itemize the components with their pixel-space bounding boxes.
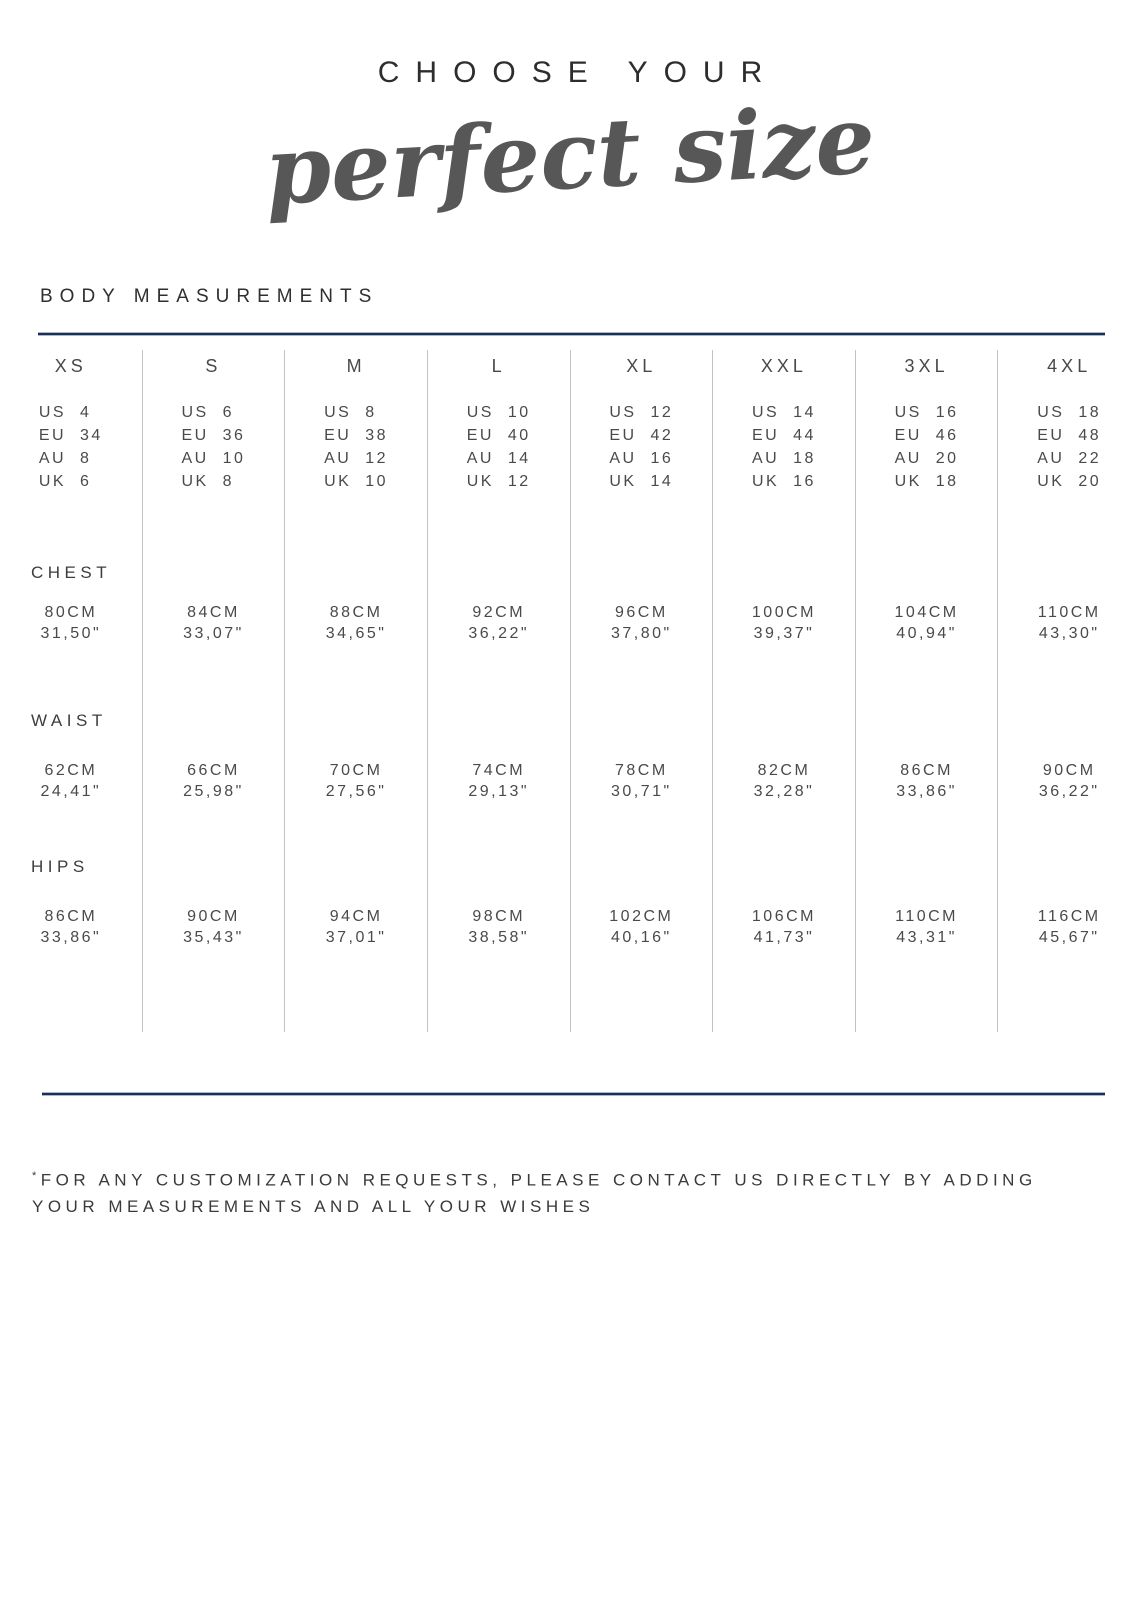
conversion-us: US 18 [1037,404,1102,421]
waist-value-inches: 29,13" [468,783,530,800]
chest-value-cm: 88CM [329,604,383,621]
chest-value-inches: 43,30" [1038,625,1100,642]
conversion-us: US 14 [751,404,816,421]
conversion-au: AU 16 [609,450,674,467]
waist-value-cm: 78CM [614,762,668,779]
section-title: BODY MEASUREMENTS [40,286,379,307]
conversion-uk: UK 12 [466,473,531,490]
size-conversions [998,401,1140,493]
chest-value-inches: 36,22" [468,625,530,642]
eyebrow-title: CHOOSE YOUR [377,56,779,89]
hips-value-cm: 102CM [609,908,674,925]
hips-value-inches: 38,58" [468,929,530,946]
chest-value [285,602,427,644]
waist-value [998,760,1140,802]
size-conversions-list [1037,401,1101,493]
chest-value-inches: 33,07" [183,625,244,642]
chest-value-inches: 37,80" [610,625,672,642]
chest-value [998,602,1140,644]
chest-value [428,602,570,644]
conversion-au: AU 20 [894,450,959,467]
hips-value [571,906,713,948]
chest-value-inches: 31,50" [40,625,102,642]
conversion-au: AU 22 [1037,450,1102,467]
hips-value-inches: 40,16" [610,929,672,946]
size-name: XXL [760,356,807,376]
hips-value [143,906,285,948]
conversion-eu: EU 40 [466,427,531,444]
chest-value-cm: 100CM [751,604,816,621]
size-column [143,350,286,1032]
size-name: XS [54,356,87,376]
waist-value-cm: 82CM [757,762,811,779]
conversion-eu: EU 34 [38,427,103,444]
hips-value [0,906,142,948]
size-conversions [0,401,142,493]
size-column [428,350,571,1032]
footnote-text: FOR ANY CUSTOMIZATION REQUESTS, PLEASE CONTACT US DIRECTLY BY ADDING YOUR MEASUREMENTS AND ALL YOUR WISHES [32,1170,1037,1216]
chest-value-inches: 39,37" [753,625,815,642]
conversion-uk: UK 6 [38,473,92,490]
waist-value-cm: 90CM [1042,762,1096,779]
hips-value [713,906,855,948]
waist-value-inches: 32,28" [753,783,815,800]
conversion-au: AU 14 [466,450,531,467]
conversion-us: US 8 [324,404,377,421]
waist-value-inches: 33,86" [896,783,957,800]
hips-value-cm: 110CM [895,908,958,925]
conversion-eu: EU 48 [1037,427,1102,444]
size-conversions-list [752,401,816,493]
size-name: M [346,356,366,376]
chest-value [713,602,855,644]
size-conversions-list [895,401,959,493]
hips-value-inches: 33,86" [40,929,102,946]
size-column [998,350,1140,1032]
conversion-us: US 16 [894,404,959,421]
hips-value-inches: 35,43" [183,929,244,946]
size-conversions [143,401,285,493]
chest-value-inches: 34,65" [325,625,387,642]
waist-value [143,760,285,802]
waist-value [285,760,427,802]
conversion-au: AU 8 [38,450,92,467]
conversion-au: AU 10 [181,450,246,467]
footnote [32,1163,1037,1220]
conversion-uk: UK 18 [894,473,959,490]
size-conversions-list [39,401,103,493]
conversion-uk: UK 8 [181,473,235,490]
waist-value-inches: 25,98" [183,783,244,800]
conversion-uk: UK 20 [1037,473,1102,490]
conversion-uk: UK 14 [609,473,674,490]
conversion-eu: EU 38 [324,427,389,444]
hips-value [998,906,1140,948]
conversion-au: AU 12 [324,450,389,467]
size-conversions-list [467,401,531,493]
size-column [856,350,999,1032]
size-conversions [713,401,855,493]
waist-value-inches: 36,22" [1038,783,1100,800]
size-conversions-list [324,401,388,493]
waist-value [856,760,998,802]
waist-value [571,760,713,802]
waist-value-inches: 30,71" [610,783,672,800]
conversion-eu: EU 46 [894,427,959,444]
hips-value-cm: 90CM [187,908,240,925]
row-label-waist: WAIST [31,711,107,730]
footnote-marker: * [32,1170,41,1182]
hips-value-cm: 94CM [329,908,383,925]
conversion-eu: EU 42 [609,427,674,444]
chest-value-cm: 92CM [472,604,526,621]
waist-value-cm: 70CM [329,762,383,779]
size-name: 3XL [904,356,949,376]
chest-value-cm: 110CM [1037,604,1101,621]
size-column [571,350,714,1032]
top-rule [38,332,1105,336]
conversion-eu: EU 44 [751,427,816,444]
hips-value-inches: 41,73" [753,929,815,946]
conversion-us: US 6 [181,404,235,421]
size-column [0,350,143,1032]
hips-value-inches: 37,01" [325,929,387,946]
hips-value [285,906,427,948]
size-conversions-list [609,401,673,493]
conversion-us: US 4 [38,404,92,421]
waist-value-cm: 66CM [187,762,240,779]
row-label-chest: CHEST [31,563,112,582]
conversion-au: AU 18 [751,450,816,467]
waist-value-cm: 74CM [472,762,526,779]
waist-value [428,760,570,802]
conversion-eu: EU 36 [181,427,246,444]
waist-value [0,760,142,802]
chest-value [571,602,713,644]
hips-value-cm: 98CM [472,908,526,925]
size-name: 4XL [1047,356,1092,376]
chest-value [0,602,142,644]
bottom-rule [42,1092,1105,1096]
hips-value-cm: 86CM [44,908,98,925]
size-conversions [571,401,713,493]
hips-value-cm: 106CM [751,908,816,925]
chest-value-inches: 40,94" [896,625,957,642]
size-conversions-list [181,401,245,493]
size-name: L [491,356,506,376]
chest-value-cm: 104CM [894,604,959,621]
waist-value-cm: 62CM [44,762,98,779]
hips-value-inches: 43,31" [896,929,957,946]
waist-value [713,760,855,802]
chest-value-cm: 96CM [614,604,668,621]
size-name: S [205,356,222,376]
chest-value [143,602,285,644]
row-label-hips: HIPS [31,857,89,876]
hips-value-cm: 116CM [1037,908,1101,925]
hips-value [428,906,570,948]
size-conversions [285,401,427,493]
chest-value-cm: 80CM [44,604,98,621]
size-column [285,350,428,1032]
waist-value-cm: 86CM [900,762,953,779]
conversion-us: US 12 [609,404,674,421]
waist-value-inches: 27,56" [325,783,387,800]
chest-value [856,602,998,644]
conversion-us: US 10 [466,404,531,421]
waist-value-inches: 24,41" [40,783,102,800]
size-name: XL [626,356,657,376]
hips-value [856,906,998,948]
hips-value-inches: 45,67" [1038,929,1100,946]
size-conversions [428,401,570,493]
script-title: perfect size [262,85,878,227]
conversion-uk: UK 16 [751,473,816,490]
size-conversions [856,401,998,493]
size-column [713,350,856,1032]
chest-value-cm: 84CM [187,604,240,621]
size-table [0,350,1140,1032]
conversion-uk: UK 10 [324,473,389,490]
